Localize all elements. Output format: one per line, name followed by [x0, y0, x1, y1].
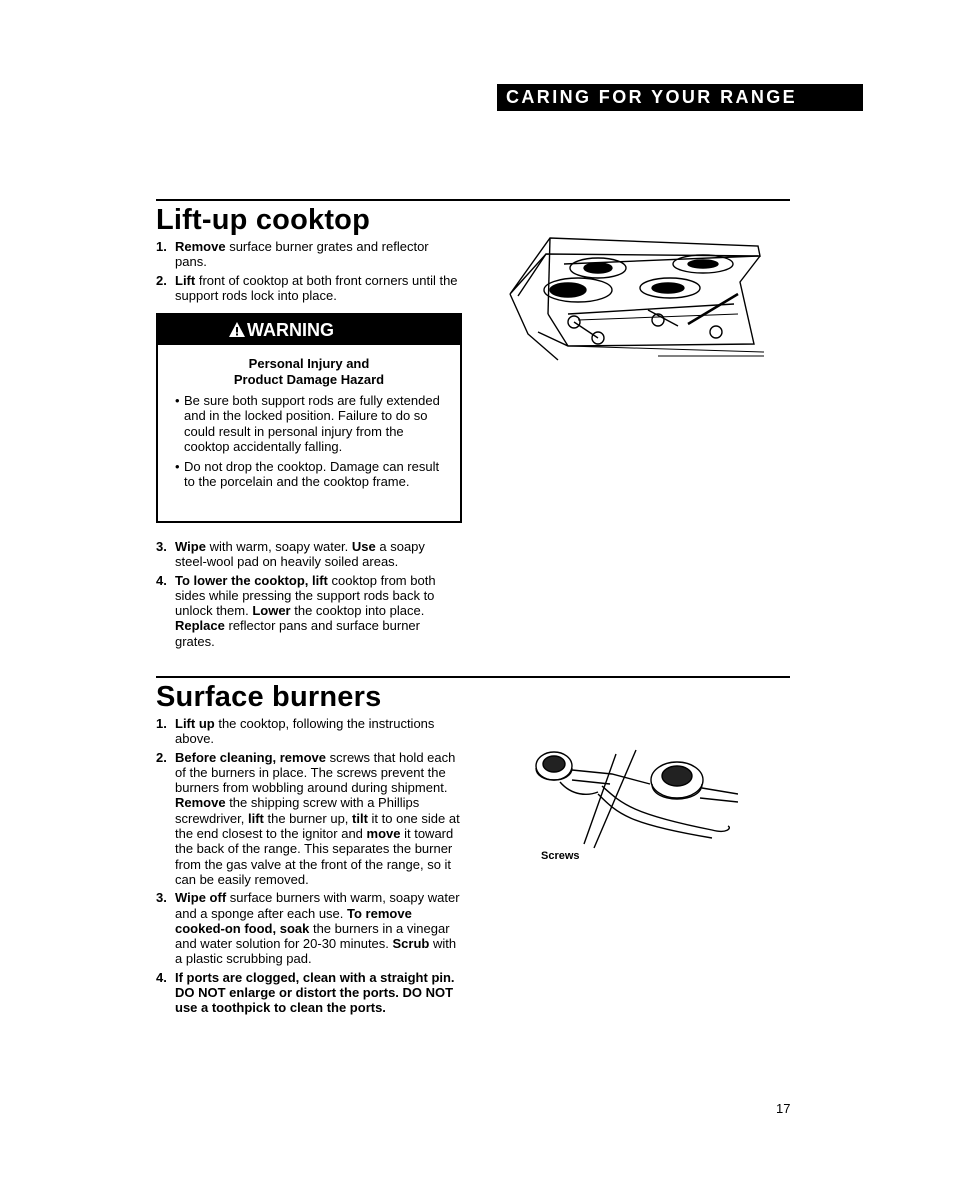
step-number: 1.: [156, 239, 167, 254]
step-text: with a plastic scrubbing pad.: [175, 936, 457, 967]
step-emphasis: Scrub: [392, 936, 430, 952]
warning-label: WARNING: [247, 320, 334, 340]
step-emphasis: To remove cooked-on food, soak: [175, 905, 412, 936]
step-emphasis: tilt: [352, 810, 368, 826]
step-text: a soapy steel-wool pad on heavily soiled areas.: [175, 539, 425, 570]
step-number: 3.: [156, 539, 167, 554]
step-item: [156, 716, 463, 747]
step-number: 3.: [156, 890, 167, 906]
step-emphasis: move: [366, 826, 401, 842]
step-item: [156, 273, 461, 304]
warning-subtitle-line1: Personal Injury and: [248, 356, 370, 371]
step-emphasis: Wipe: [175, 539, 206, 554]
step-text: surface burner grates and reflector pans.: [175, 239, 429, 270]
step-item: [156, 573, 456, 649]
section-divider: [156, 199, 790, 201]
step-emphasis: lift: [247, 810, 264, 826]
step-text: the cooktop into place.: [290, 603, 425, 619]
warning-subtitle-line2: Product Damage Hazard: [233, 371, 385, 387]
step-emphasis: Lower: [252, 603, 291, 619]
step-text: with warm, soapy water.: [205, 539, 352, 554]
step-number: 2.: [156, 749, 167, 765]
lift-up-steps-continued: [156, 539, 456, 652]
lift-up-steps: [156, 239, 461, 306]
warning-bullets: [158, 393, 460, 490]
step-emphasis: Lift: [175, 272, 196, 288]
warning-triangle-icon: [228, 321, 246, 338]
step-text: it toward the back of the range. This separates the burner from the gas valve at the front of the range, so it can be easily removed.: [175, 826, 454, 887]
surface-burners-title: Surface burners: [156, 681, 382, 713]
warning-box: [156, 313, 462, 523]
step-text: cooktop from both sides while pressing the support rods back to unlock them.: [175, 572, 436, 619]
step-emphasis: To lower the cooktop, lift: [175, 572, 328, 588]
surface-burners-illustration: [532, 744, 738, 852]
section-header-bar: CARING FOR YOUR RANGE: [497, 84, 863, 111]
step-emphasis: Before cleaning, remove: [175, 749, 326, 765]
section-divider: [156, 676, 790, 678]
step-item: [156, 970, 463, 1016]
lift-up-cooktop-title: Lift-up cooktop: [156, 204, 371, 236]
lift-up-cooktop-illustration: [508, 234, 768, 362]
step-number: 2.: [156, 272, 167, 288]
page-number: 17: [776, 1101, 791, 1116]
warning-bullet: • Be sure both support rods are fully extended and in the locked position. Failure to do so could result in personal injury from the cooktop accidentally falling.: [175, 393, 452, 454]
step-text: front of cooktop at both front corners until the support rods lock into place.: [175, 272, 458, 303]
screws-label: Screws: [541, 850, 580, 862]
surface-burners-steps: [156, 716, 463, 1019]
step-emphasis: Lift up: [175, 716, 215, 731]
step-emphasis: Replace: [175, 618, 225, 634]
step-text: screws that hold each of the burners in place. The screws prevent the burners from wobbling around during shipment.: [175, 749, 456, 796]
warning-header: [158, 315, 460, 345]
step-emphasis: Wipe off: [175, 890, 227, 906]
step-text: the shipping screw with a Phillips screwdriver,: [175, 795, 420, 826]
step-text: reflector pans and surface burner grates.: [175, 618, 420, 649]
step-text: surface burners with warm, soapy water and a sponge after each use.: [175, 890, 460, 921]
step-emphasis: Use: [351, 539, 376, 554]
step-number: 1.: [156, 716, 167, 731]
step-text: the burner up,: [263, 810, 353, 826]
step-text: it to one side at the end closest to the ignitor and: [175, 810, 460, 842]
warning-bullet: • Do not drop the cooktop. Damage can result to the porcelain and the cooktop frame.: [175, 459, 452, 490]
step-item: [156, 239, 461, 270]
step-number: 4.: [156, 969, 167, 985]
step-emphasis: Remove: [175, 795, 226, 811]
step-item: [156, 750, 463, 888]
warning-subtitle: [158, 356, 460, 387]
step-text: the cooktop, following the instructions above.: [175, 716, 435, 747]
step-number: 4.: [156, 572, 167, 588]
step-text: the burners in a vinegar and water solution for 20-30 minutes.: [175, 920, 450, 952]
step-emphasis: Remove: [175, 239, 226, 254]
step-item: [156, 539, 456, 570]
step-item: [156, 890, 463, 966]
step-emphasis: If ports are clogged, clean with a straight pin. DO NOT enlarge or distort the ports. DO NOT use a toothpick to clean the ports.: [175, 969, 455, 1016]
